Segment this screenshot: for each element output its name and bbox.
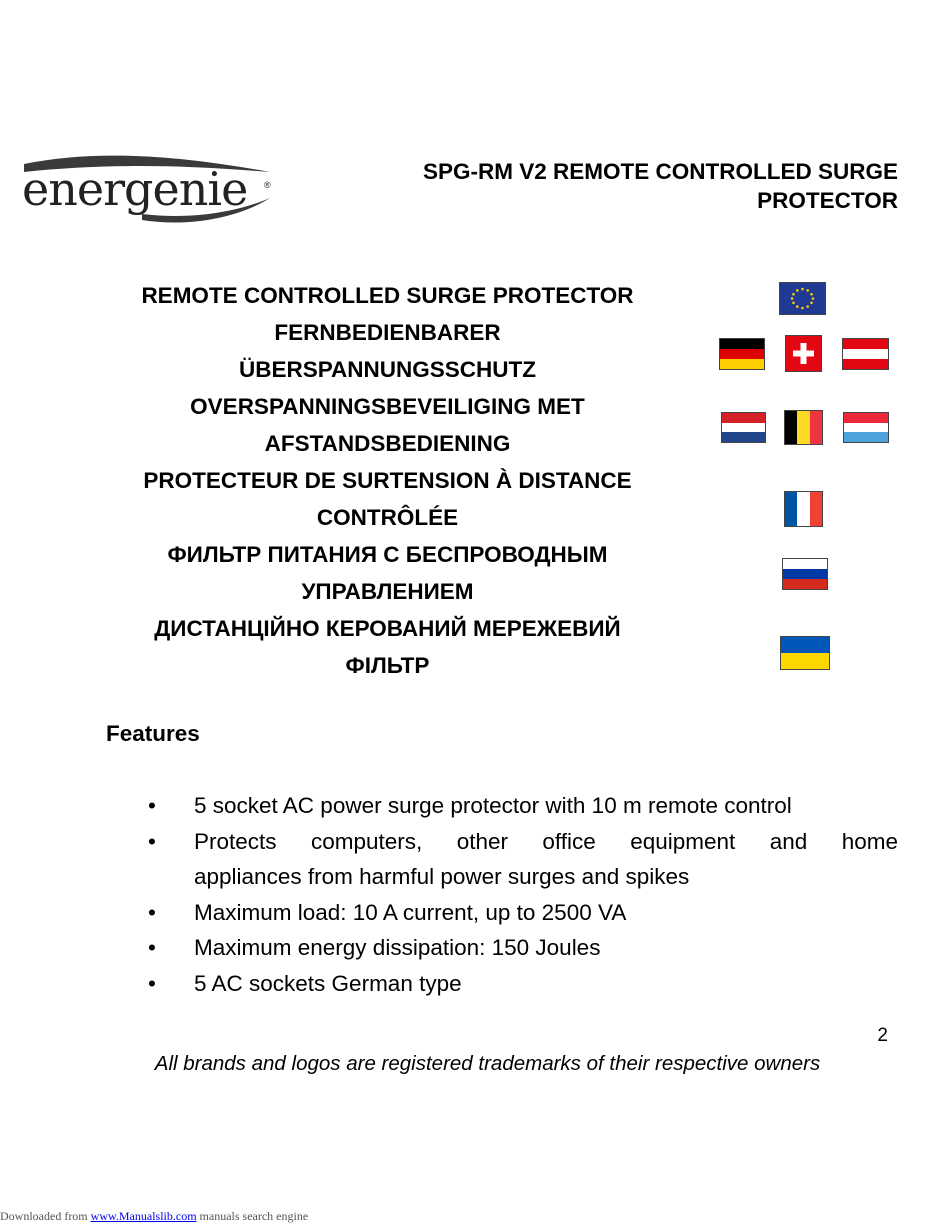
document-title-line-2: PROTECTOR [757,188,898,213]
product-title-line: ФИЛЬТР ПИТАНИЯ С БЕСПРОВОДНЫМ [167,542,608,567]
feature-text: 5 AC sockets German type [194,970,462,996]
product-title-line: REMOTE CONTROLLED SURGE PROTECTOR [141,283,634,308]
list-item [148,930,898,966]
product-title-line: УПРАВЛЕНИЕМ [301,579,474,604]
product-title-line: ÜBERSPANNUNGSSCHUTZ [238,357,537,382]
germany-flag-icon [719,338,765,370]
list-item [148,966,898,1002]
switzerland-flag-icon [785,335,822,372]
luxembourg-flag-icon [843,412,889,443]
austria-flag-icon [842,338,889,370]
document-title [358,157,898,215]
france-flag-icon [784,491,823,527]
list-item [148,788,898,824]
product-title-line: ФІЛЬТР [345,653,430,678]
document-title-line-1: SPG-RM V2 REMOTE CONTROLLED SURGE [422,159,898,184]
feature-text: Maximum load: 10 A current, up to 2500 VA [194,899,627,925]
bullet-icon: • [148,935,156,960]
multilingual-product-titles [110,277,665,684]
product-title-line: CONTRÔLÉE [316,505,459,530]
product-title-line: ДИСТАНЦІЙНО КЕРОВАНИЙ МЕРЕЖЕВИЙ [154,616,621,641]
netherlands-flag-icon [721,412,766,443]
feature-text: Protects computers, other office equipment and home [194,828,898,854]
page-number: 2 [877,1025,888,1046]
logo-wordmark: energenie [22,162,248,216]
bullet-icon: • [148,828,156,854]
footer-suffix: manuals search engine [196,1209,309,1223]
product-title-line: OVERSPANNINGSBEVEILIGING MET [190,394,585,419]
features-heading: Features [106,721,200,746]
feature-text: 5 socket AC power surge protector with 10 m remote control [194,793,792,818]
feature-text: Maximum energy dissipation: 150 Joules [194,935,601,960]
download-footer [0,1209,308,1224]
list-item [148,824,898,895]
product-title-line: PROTECTEUR DE SURTENSION À DISTANCE [143,468,632,493]
eu-flag-icon [779,282,826,315]
feature-text-continuation: appliances from harmful power surges and spikes [194,864,690,889]
footer-prefix: Downloaded from [0,1209,91,1223]
manualslib-link[interactable]: www.Manualslib.com [90,1209,197,1223]
product-title-line: FERNBEDIENBARER [274,320,501,345]
bullet-icon: • [148,899,156,925]
product-title-line: AFSTANDSBEDIENING [264,431,511,456]
bullet-icon: • [148,970,156,996]
trademark-notice: All brands and logos are registered trademarks of their respective owners [154,1052,821,1075]
belgium-flag-icon [784,410,823,445]
features-list [148,788,898,1001]
energenie-logo [22,150,272,230]
logo-registered-mark: ® [264,180,271,190]
bullet-icon: • [148,793,156,818]
ukraine-flag-icon [780,636,830,670]
list-item [148,895,898,931]
russia-flag-icon [782,558,828,590]
